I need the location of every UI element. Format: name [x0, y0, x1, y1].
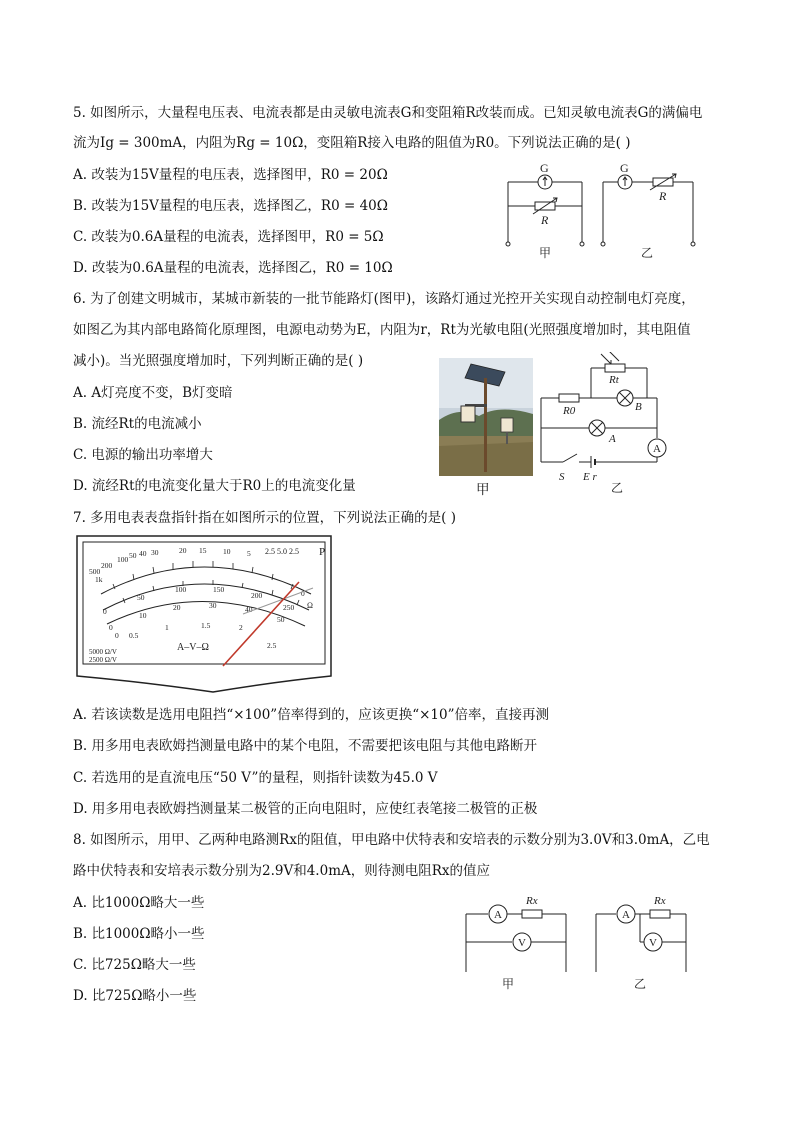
q7-option-b[interactable]: B. 用多用电表欧姆挡测量电路中的某个电阻，不需要把该电阻与其他电路断开: [73, 738, 538, 754]
q5-label-g-jia: G: [540, 161, 549, 175]
q7-ohm-tick-20: 20: [179, 546, 187, 555]
q6-label-s: S: [559, 471, 565, 483]
q7-sensitivity-1: 5000 Ω/V: [89, 648, 117, 656]
q7-low-tick-2-5: 2.5: [267, 641, 277, 650]
q6-label-b: B: [635, 401, 642, 413]
q7-dc-tick-0: 0: [103, 607, 107, 616]
q8-option-c[interactable]: C. 比725Ω略大一些: [73, 957, 196, 973]
q7-ohm-tick-1k: 1k: [95, 575, 103, 584]
q6-label-r0: R0: [563, 405, 576, 417]
q7-ac-tick-0: 0: [109, 623, 113, 632]
q6-label-yi: 乙: [611, 481, 624, 494]
q7-dc-tick-50: 50: [137, 593, 145, 602]
q7-option-c[interactable]: C. 若选用的是直流电压“50 V”的量程，则指针读数为45.0 V: [73, 770, 438, 786]
q6-label-a-lamp: A: [609, 433, 616, 445]
q8-option-d[interactable]: D. 比725Ω略小一些: [73, 988, 197, 1004]
q6-stem-line3: 减小)。当光照强度增加时，下列判断正确的是( ): [73, 353, 364, 369]
q7-ohm-tick-200: 200: [101, 561, 113, 570]
q7-multimeter-dial: [73, 534, 335, 694]
q6-circuit-figure: [535, 352, 695, 494]
q7-ohm-tick-30: 30: [151, 548, 159, 557]
q6-resistor-r0: [559, 394, 579, 402]
q7-ohm-tick-15: 15: [199, 546, 207, 555]
q5-label-yi: 乙: [641, 246, 654, 260]
q5-option-c[interactable]: C. 改装为0.6A量程的电流表，选择图甲，R0 = 5Ω: [73, 229, 384, 245]
q7-ohm-tick-50: 50: [129, 551, 137, 560]
q7-low-tick-2: 2: [239, 623, 243, 632]
q8-option-b[interactable]: B. 比1000Ω略小一些: [73, 926, 205, 942]
q6-option-d[interactable]: D. 流经Rt的电流变化量大于R0上的电流变化量: [73, 478, 356, 494]
q7-sensitivity-2: 2500 Ω/V: [89, 656, 117, 664]
q5-option-b[interactable]: B. 改装为15V量程的电压表，选择图乙，R0 = 40Ω: [73, 198, 388, 214]
q7-stem: 7. 多用电表表盘指针指在如图所示的位置，下列说法正确的是( ): [73, 510, 456, 526]
q7-ohm-tick-500: 500: [89, 567, 101, 576]
q5-label-jia: 甲: [539, 246, 552, 260]
q8-circuit-figure: [460, 890, 700, 994]
q7-ac-tick-30: 30: [209, 601, 217, 610]
q5-option-a[interactable]: A. 改装为15V量程的电压表，选择图甲，R0 = 20Ω: [73, 167, 388, 183]
q8-label-v-yi: V: [649, 937, 657, 949]
q7-ohm-tick-40: 40: [139, 549, 147, 558]
q8-label-a-yi: A: [622, 909, 630, 921]
q6-switch-s: [563, 454, 577, 462]
q6-photoresistor-rt: [605, 364, 625, 372]
q8-label-rx-jia: Rx: [526, 895, 538, 907]
q6-label-jia: 甲: [476, 482, 490, 498]
q8-label-v-jia: V: [518, 937, 526, 949]
q6-stem-line2: 如图乙为其内部电路简化原理图，电源电动势为E，内阻为r，Rt为光敏电阻(光照强度增加时，其电阻值: [73, 322, 691, 338]
q7-ac-tick-50: 50: [277, 615, 285, 624]
q6-option-a[interactable]: A. A灯亮度不变，B灯变暗: [73, 385, 233, 401]
q8-stem-line1: 8. 如图所示，用甲、乙两种电路测Rx的阻值，甲电路中伏特表和安培表的示数分别为3.0V和3.0mA，乙电: [73, 832, 710, 848]
q5-stem-line1: 5. 如图所示，大量程电压表、电流表都是由灵敏电流表G和变阻箱R改装而成。已知灵敏电流表G的满偏电: [73, 105, 703, 121]
q7-dc-tick-150: 150: [213, 585, 225, 594]
q7-dc-tick-250: 250: [283, 603, 295, 612]
q8-label-a-jia: A: [494, 909, 502, 921]
q7-range-top-right: 2.5 5.0 2.5: [265, 547, 299, 556]
q6-streetlamp-photo: [439, 358, 533, 476]
q6-label-er: E r: [583, 471, 597, 483]
q6-label-ammeter: A: [653, 443, 661, 455]
q7-p-mark: P: [319, 546, 326, 558]
q8-stem-line2: 路中伏特表和安培表示数分别为2.9V和4.0mA，则待测电阻Rx的值应: [73, 863, 491, 879]
q7-ac-tick-40: 40: [245, 605, 253, 614]
q7-low-tick-0-5: 0.5: [129, 631, 139, 640]
q7-low-tick-1: 1: [165, 623, 169, 632]
q5-stem-line2: 流为Ig = 300mA，内阻为Rg = 10Ω，变阻箱R接入电路的阻值为R0。下列说法正确的是( ): [73, 135, 631, 151]
q5-option-d[interactable]: D. 改装为0.6A量程的电流表，选择图乙，R0 = 10Ω: [73, 260, 393, 276]
q8-rx-jia: [522, 910, 542, 918]
q7-option-a[interactable]: A. 若该读数是选用电阻挡“×100”倍率得到的，应该更换“×10”倍率，直接再测: [73, 707, 550, 723]
q7-option-d[interactable]: D. 用多用电表欧姆挡测量某二极管的正向电阻时，应使红表笔接二极管的正极: [73, 801, 538, 817]
q6-option-c[interactable]: C. 电源的输出功率增大: [73, 447, 213, 463]
q8-label-jia: 甲: [502, 977, 515, 991]
q7-dc-tick-100: 100: [175, 585, 187, 594]
q5-label-r-yi: R: [659, 189, 667, 203]
q7-ohm-tick-100: 100: [117, 555, 129, 564]
q7-center-label: A–V–Ω: [177, 642, 209, 653]
q6-option-b[interactable]: B. 流经Rt的电流减小: [73, 416, 202, 432]
q8-label-yi: 乙: [634, 977, 647, 991]
q8-label-rx-yi: Rx: [654, 895, 666, 907]
q7-ohm-tick-5: 5: [247, 549, 251, 558]
q7-ohm-tick-0: 0: [301, 589, 305, 598]
q8-option-a[interactable]: A. 比1000Ω略大一些: [73, 895, 205, 911]
q7-ohm-tick-10: 10: [223, 547, 231, 556]
q5-label-r-jia: R: [541, 213, 549, 227]
q7-low-tick-1-5: 1.5: [201, 621, 211, 630]
q6-stem-line1: 6. 为了创建文明城市，某城市新装的一批节能路灯(图甲)，该路灯通过光控开关实现自动控制电灯亮度，: [73, 291, 695, 307]
q7-ac-tick-20: 20: [173, 603, 181, 612]
q6-label-rt: Rt: [609, 374, 619, 386]
q7-dc-tick-200: 200: [251, 591, 263, 600]
q8-rx-yi: [650, 910, 670, 918]
q7-low-tick-0: 0: [115, 631, 119, 640]
q5-label-g-yi: G: [620, 161, 629, 175]
q7-ac-tick-10: 10: [139, 611, 147, 620]
q5-circuit-figure: [495, 158, 710, 264]
q7-omega-mark: Ω: [307, 601, 313, 610]
